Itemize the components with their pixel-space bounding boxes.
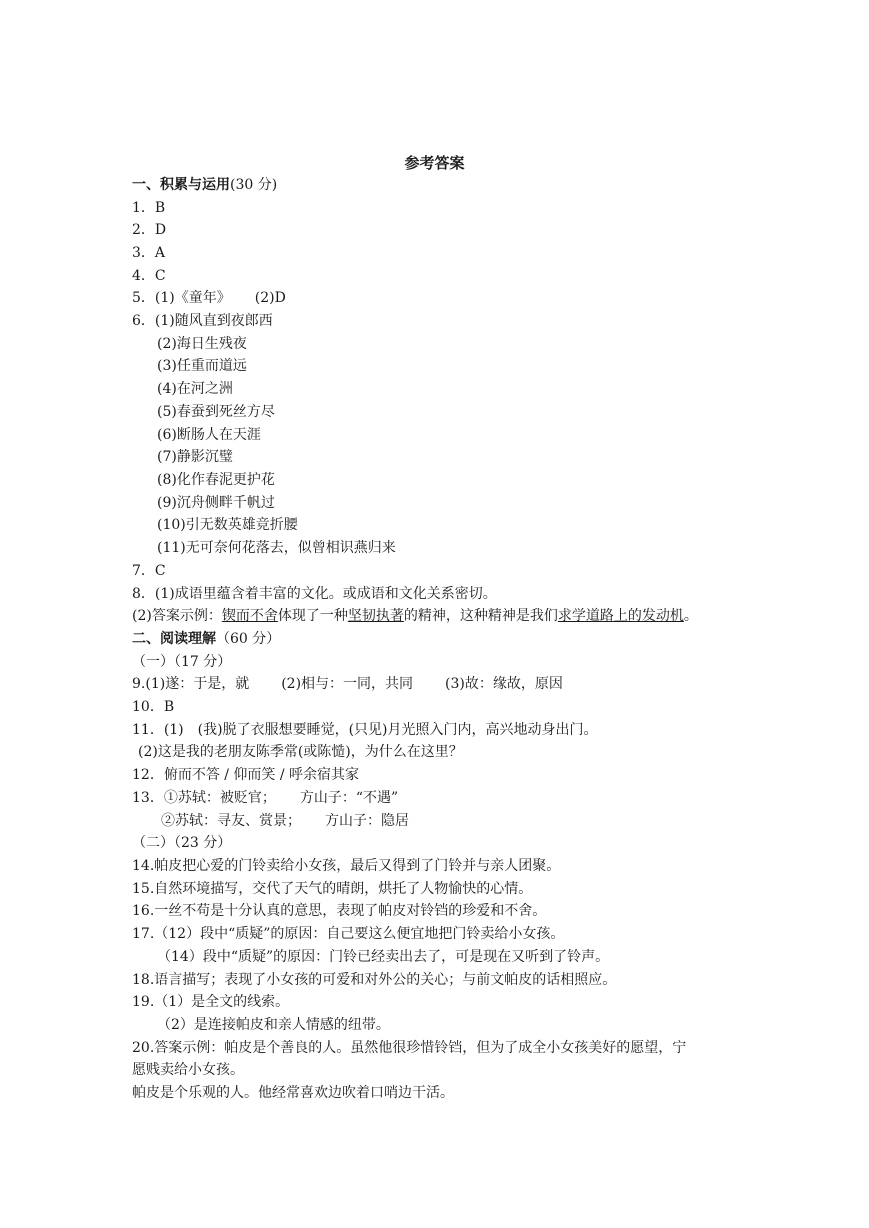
page-title: 参考答案 [404,154,465,172]
underlined-metaphor: 求学道路上的发动机 [557,608,684,624]
answer-10: 10．B [132,699,175,715]
section-heading-reading [132,629,280,649]
answer-6-p8: (8)化作春泥更护花 [157,472,275,488]
part-1-label: （一）（17 分） [132,654,232,670]
answer-13-p1 [132,788,398,808]
answer-16: 16.一丝不苟是十分认真的意思，表现了帕皮对铃铛的珍爱和不舍。 [132,903,547,919]
answer-9 [132,674,563,694]
section-heading-accumulation [132,175,277,195]
answer-6-p10: (10)引无数英雄竞折腰 [157,517,298,533]
answer-6-p9: (9)沉舟侧畔千帆过 [157,495,275,511]
answer-8-p2 [132,606,698,626]
answer-2: 2．D [132,222,167,238]
underlined-quality: 坚韧执著 [347,608,404,624]
answer-11-p1: 11．(1) (我)脱了衣服想要睡觉，(只见)月光照入门内，高兴地动身出门。 [132,722,598,738]
section-heading-text: 一、积累与运用 [132,177,230,193]
section-score: （60 分） [216,631,281,647]
answer-4: 4．C [132,268,166,284]
answer-13-p2a: ②苏轼：寻友、赏景； [161,813,301,829]
answer-19-p1: 19.（1）是全文的线索。 [132,994,290,1010]
answer-17-p2: （14）段中“质疑”的原因：门铃已经卖出去了，可是现在又听到了铃声。 [157,949,610,965]
answer-13-p2 [161,811,409,831]
section-score: (30 分) [230,177,278,193]
answer-5 [132,288,286,308]
answer-6-p11: (11)无可奈何花落去，似曾相识燕归来 [157,540,396,556]
answer-6-p4: (4)在河之洲 [157,381,233,397]
answer-6-p6: (6)断肠人在天涯 [157,427,261,443]
answer-1: 1．B [132,200,166,216]
answer-3: 3．A [132,245,166,261]
answer-20-p1: 20.答案示例：帕皮是个善良的人。虽然他很珍惜铃铛，但为了成全小女孩美好的愿望，宁 [132,1040,687,1056]
answer-18: 18.语言描写；表现了小女孩的可爱和对外公的关心；与前文帕皮的话相照应。 [132,972,617,988]
part-2-label: （二）（23 分） [132,835,232,851]
answer-8-end: 。 [683,608,698,624]
answer-13-p1a: 13．①苏轼：被贬官； [132,790,276,806]
section-heading-text: 二、阅读理解 [132,631,216,647]
answer-17-p1: 17.（12）段中“质疑”的原因：自己要这么便宜地把门铃卖给小女孩。 [132,926,565,942]
answer-8-mid1: 体现了一种 [277,608,348,624]
answer-7: 7．C [132,563,166,579]
answer-13-p2b: 方山子：隐居 [325,813,409,829]
answer-6-p2: (2)海日生残夜 [157,336,247,352]
answer-8-p1: 8．(1)成语里蕴含着丰富的文化。或成语和文化关系密切。 [132,586,497,602]
answer-8-prefix: (2)答案示例： [132,608,222,624]
answer-15: 15.自然环境描写，交代了天气的晴朗，烘托了人物愉快的心情。 [132,881,533,897]
answer-9-p3: (3)故：缘故，原因 [445,676,563,692]
answer-6-p7: (7)静影沉璧 [157,449,233,465]
answer-6-p5: (5)春蚕到死丝方尽 [157,404,275,420]
answer-9-p1: 9.(1)遂：于是，就 [132,676,250,692]
answer-13-p1b: 方山子：“不遇” [299,790,399,806]
answer-19-p2: （2）是连接帕皮和亲人情感的纽带。 [157,1017,390,1033]
answer-12: 12．俯而不答 / 仰而笑 / 呼余宿其家 [132,767,360,783]
answer-11-p2: (2)这是我的老朋友陈季常(或陈慥)，为什么在这里？ [138,744,463,760]
answer-20-p2: 愿贱卖给小女孩。 [132,1062,244,1078]
answer-6-p3: (3)任重而道远 [157,358,247,374]
answer-5-part1: 5．(1)《童年》 [132,290,231,306]
answer-6-p1: 6．(1)随风直到夜郎西 [132,313,273,329]
answer-8-mid2: 的精神，这种精神是我们 [403,608,558,624]
answer-14: 14.帕皮把心爱的门铃卖给小女孩，最后又得到了门铃并与亲人团聚。 [132,858,561,874]
underlined-idiom: 锲而不舍 [221,608,278,624]
answer-9-p2: (2)相与：一同，共同 [281,676,414,692]
answer-5-part2: (2)D [254,290,286,306]
answer-20-p3: 帕皮是个乐观的人。他经常喜欢边吹着口哨边干活。 [132,1085,454,1101]
